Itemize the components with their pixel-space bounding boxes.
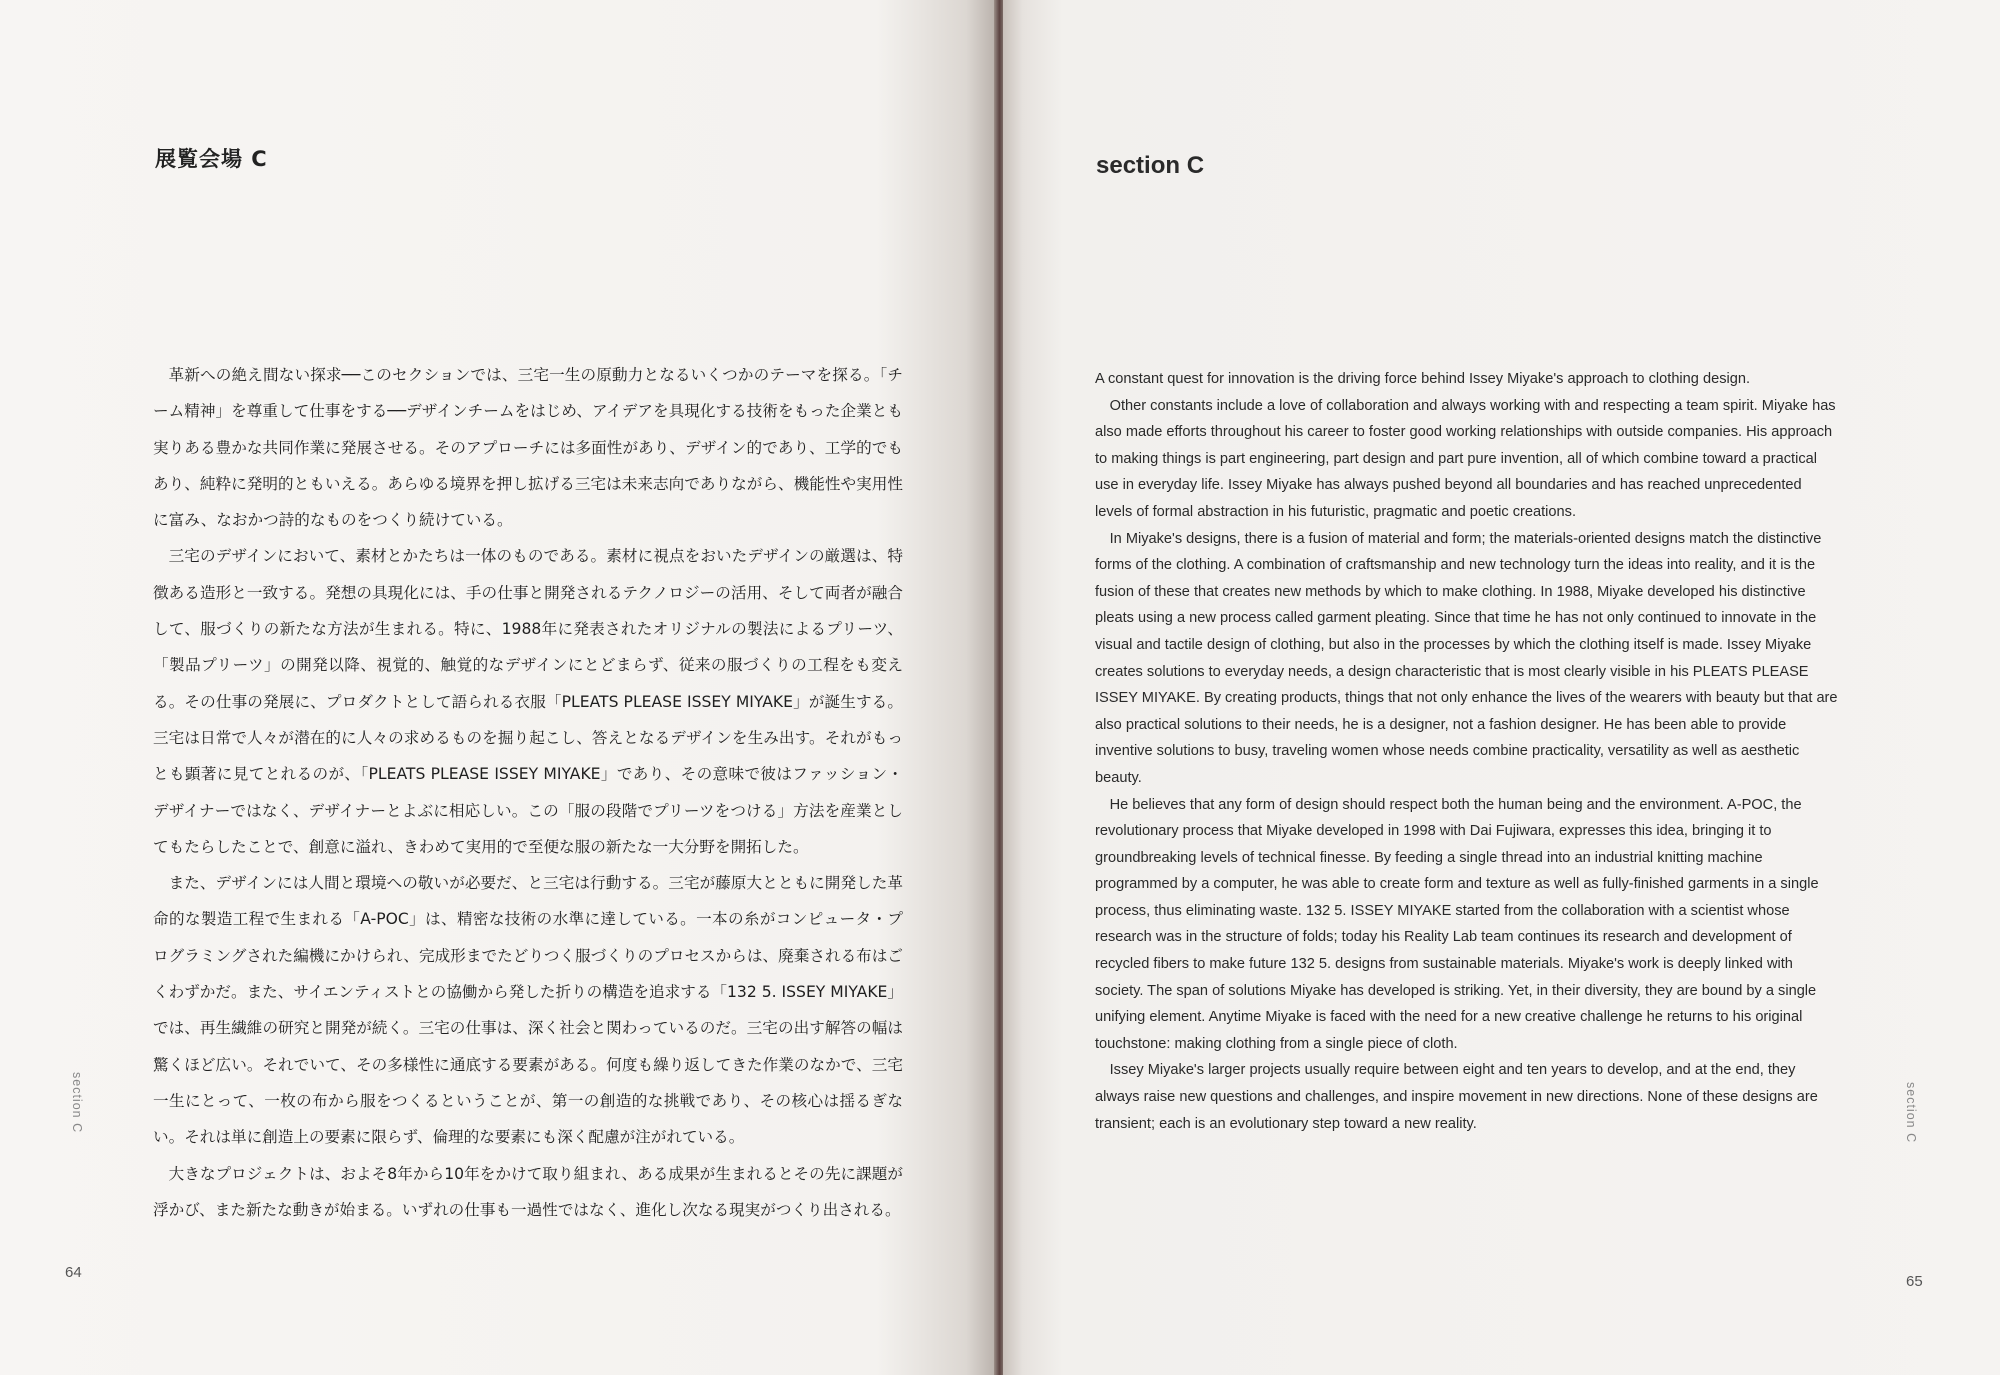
- left-page: [0, 0, 996, 1375]
- paragraph: Issey Miyake's larger projects usually require between eight and ten years to develop, and at the end, they always raise new questions and challenges, and inspire movement in new directions. None of these designs are transient; each is an evolutionary step toward a new reality.: [1095, 1062, 1818, 1132]
- paragraph: In Miyake's designs, there is a fusion of material and form; the materials-oriented designs match the distinctive forms of the clothing. A combination of craftsmanship and new technology turn the ideas into reality, and it is the fusion of these that creates new methods by which to make clothing. In 1988, Miyake developed his distinctive pleats using a new process called garment pleating. Since that time he has not only continued to innovate in the visual and tactile design of clothing, but also in the processes by which the clothing itself is made. Issey Miyake creates solutions to everyday needs, a design characteristic that is most clearly visible in his PLEATS PLEASE ISSEY MIYAKE. By creating products, things that not only enhance the lives of the wearers with beauty but that are also practical solutions to their needs, he is a designer, not a fashion designer. He has been able to provide inventive solutions to busy, traveling women whose needs combine practicality, versatility as well as aesthetic beauty.: [1095, 530, 1838, 786]
- running-head: section C: [70, 1072, 84, 1134]
- page-number: 65: [1906, 1273, 1923, 1290]
- page-title: section C: [1096, 152, 1205, 179]
- body-text: [1095, 366, 1840, 1137]
- paragraph: Other constants include a love of collaboration and always working with and respecting a team spirit. Miyake has also made efforts throughout his career to foster good working relationships with outside companies. His approach to making things is part engineering, part design and part pure invention, all of which combine toward a practical use in everyday life. Issey Miyake has always pushed beyond all boundaries and has reached unprecedented levels of formal abstraction in his futuristic, pragmatic and poetic creations.: [1095, 397, 1836, 520]
- paragraph: 大きなプロジェクトは、およそ8年から10年をかけて取り組まれ、ある成果が生まれるとその先に課題が浮かび、また新たな動きが始まる。いずれの仕事も一過性ではなく、進化し次なる現実がつくり出される。: [153, 1164, 903, 1219]
- paragraph: A constant quest for innovation is the driving force behind Issey Miyake's approach to clothing design.: [1095, 371, 1751, 387]
- page-title: 展覧会場 C: [155, 147, 268, 171]
- paragraph: 革新への絶え間ない探求──このセクションでは、三宅一生の原動力となるいくつかのテーマを探る。「チーム精神」を尊重して仕事をする──デザインチームをはじめ、アイデアを具現化する技術をもった企業とも実りある豊かな共同作業に発展させる。そのアプローチには多面性があり、デザイン的であり、工学的でもあり、純粋に発明的ともいえる。あらゆる境界を押し拡げる三宅は未来志向でありながら、機能性や実用性に富み、なおかつ詩的なものをつくり続けている。: [153, 366, 903, 530]
- body-text: [153, 357, 903, 1228]
- paragraph: He believes that any form of design should respect both the human being and the environment. A-POC, the revolutionary process that Miyake developed in 1998 with Dai Fujiwara, expresses this idea, bringing it to groundbreaking levels of technical finesse. By feeding a single thread into an industrial knitting machine programmed by a computer, he was able to create form and texture as well as fully-finished garments in a single process, thus eliminating waste. 132 5. ISSEY MIYAKE started from the collaboration with a scientist whose research was in the structure of folds; today his Reality Lab team continues its research and development of recycled fibers to make future 132 5. designs from sustainable materials. Miyake's work is deeply linked with society. The span of solutions Miyake has developed is striking. Yet, in their diversity, they are bound by a single unifying element. Anytime Miyake is faced with the need for a new creative challenge he returns to his original touchstone: making clothing from a single piece of cloth.: [1095, 796, 1819, 1052]
- paragraph: また、デザインには人間と環境への敬いが必要だ、と三宅は行動する。三宅が藤原大とともに開発した革命的な製造工程で生まれる「A-POC」は、精密な技術の水準に達している。一本の糸がコンピュータ・プログラミングされた編機にかけられ、完成形までたどりつく服づくりのプロセスからは、廃棄される布はごくわずかだ。また、サイエンティストとの協働から発した折りの構造を追求する「132 5. ISSEY MIYAKE」では、再生繊維の研究と開発が続く。三宅の仕事は、深く社会と関わっているのだ。三宅の出す解答の幅は驚くほど広い。それでいて、その多様性に通底する要素がある。何度も繰り返してきた作業のなかで、三宅一生にとって、一枚の布から服をつくるということが、第一の創造的な挑戦であり、その核心は揺るぎない。それは単に創造上の要素に限らず、倫理的な要素にも深く配慮が注がれている。: [153, 874, 903, 1147]
- paragraph: 三宅のデザインにおいて、素材とかたちは一体のものである。素材に視点をおいたデザインの厳選は、特徴ある造形と一致する。発想の具現化には、手の仕事と開発されるテクノロジーの活用、そして両者が融合して、服づくりの新たな方法が生まれる。特に、1988年に発表されたオリジナルの製法によるプリーツ、「製品プリーツ」の開発以降、視覚的、触覚的なデザインにとどまらず、従来の服づくりの工程をも変える。その仕事の発展に、プロダクトとして語られる衣服「PLEATS PLEASE ISSEY MIYAKE」が誕生する。三宅は日常で人々が潜在的に人々の求めるものを掘り起こし、答えとなるデザインを生み出す。それがもっとも顕著に見てとれるのが、「PLEATS PLEASE ISSEY MIYAKE」であり、その意味で彼はファッション・デザイナーではなく、デザイナーとよぶに相応しい。この「服の段階でプリーツをつける」方法を産業としてもたらしたことで、創意に溢れ、きわめて実用的で至便な服の新たな一大分野を開拓した。: [153, 547, 903, 856]
- running-head: section C: [1904, 1082, 1918, 1144]
- right-page: [1003, 0, 2000, 1375]
- page-number: 64: [65, 1264, 82, 1281]
